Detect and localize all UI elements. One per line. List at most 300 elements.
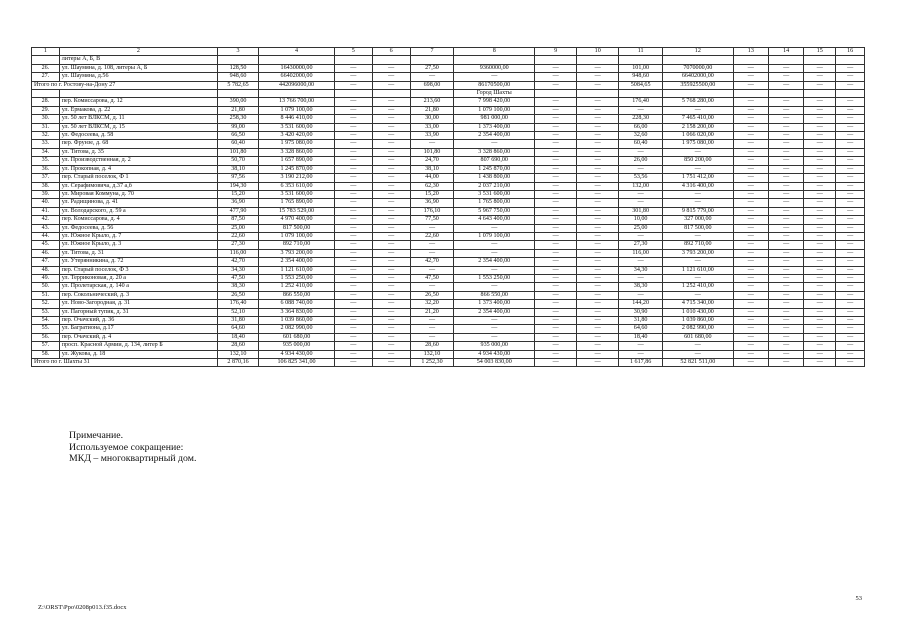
total-value-cell: 355925500,00 — [663, 81, 734, 89]
value-cell: — — [535, 325, 577, 333]
value-cell — [334, 90, 372, 98]
value-cell: 42,70 — [410, 258, 454, 266]
value-cell: — — [372, 232, 410, 240]
address-cell: ул. Ермакова, д. 22 — [59, 106, 217, 114]
value-cell: — — [836, 224, 865, 232]
value-cell: 50,70 — [217, 157, 258, 165]
value-cell: — — [535, 333, 577, 341]
value-cell: 30,00 — [410, 115, 454, 123]
value-cell: — — [733, 308, 768, 316]
address-cell: ул. Производственная, д. 2 — [59, 157, 217, 165]
value-cell: — — [577, 174, 619, 182]
value-cell: — — [663, 165, 734, 173]
total-label: Итого по г. Шахты 31 — [32, 359, 218, 367]
value-cell: 10,00 — [619, 216, 663, 224]
table-row — [32, 115, 865, 123]
table-row — [32, 249, 865, 257]
address-cell: ул. Прокопная, д. 4 — [59, 165, 217, 173]
value-cell: — — [733, 115, 768, 123]
value-cell: — — [769, 140, 804, 148]
value-cell — [836, 56, 865, 64]
value-cell: — — [372, 350, 410, 358]
table-row — [32, 300, 865, 308]
value-cell: — — [769, 266, 804, 274]
value-cell: — — [372, 266, 410, 274]
address-cell: ул. Пролетарская, д. 140 а — [59, 283, 217, 291]
value-cell: — — [769, 325, 804, 333]
value-cell: — — [769, 98, 804, 106]
value-cell: — — [769, 123, 804, 131]
value-cell: — — [454, 325, 535, 333]
value-cell: — — [836, 274, 865, 282]
value-cell: — — [577, 258, 619, 266]
value-cell: 176,40 — [619, 98, 663, 106]
value-cell: 66402000,00 — [663, 73, 734, 81]
value-cell: — — [769, 232, 804, 240]
value-cell: 1 553 250,00 — [454, 274, 535, 282]
value-cell: 817 500,00 — [259, 224, 335, 232]
value-cell: 47,50 — [410, 274, 454, 282]
value-cell — [217, 90, 258, 98]
value-cell: — — [577, 64, 619, 72]
value-cell: — — [804, 266, 836, 274]
value-cell: — — [334, 190, 372, 198]
value-cell: — — [577, 224, 619, 232]
value-cell: — — [535, 317, 577, 325]
value-cell: — — [836, 333, 865, 341]
total-value-cell: — — [535, 359, 577, 367]
value-cell: 2 354 400,00 — [259, 258, 335, 266]
value-cell: — — [372, 317, 410, 325]
value-cell — [372, 90, 410, 98]
value-cell: — — [769, 342, 804, 350]
note-block — [69, 430, 196, 465]
row-number-cell: 37. — [32, 174, 60, 182]
value-cell: — — [334, 106, 372, 114]
value-cell: — — [836, 216, 865, 224]
value-cell: — — [334, 232, 372, 240]
value-cell: 34,30 — [619, 266, 663, 274]
value-cell: — — [334, 115, 372, 123]
table-row — [32, 182, 865, 190]
value-cell — [535, 90, 577, 98]
value-cell: — — [733, 342, 768, 350]
value-cell: 21,80 — [410, 106, 454, 114]
table-row — [32, 224, 865, 232]
value-cell — [663, 90, 734, 98]
value-cell: — — [410, 283, 454, 291]
address-cell: ул. Шаумяна, д. 108, литеры А, Б — [59, 64, 217, 72]
value-cell: — — [577, 106, 619, 114]
value-cell — [733, 56, 768, 64]
value-cell: — — [535, 207, 577, 215]
value-cell: — — [577, 216, 619, 224]
value-cell: — — [577, 157, 619, 165]
row-number-cell: 42. — [32, 216, 60, 224]
value-cell: 36,90 — [217, 199, 258, 207]
address-cell: ул. Жукова, д. 18 — [59, 350, 217, 358]
value-cell: 1 765 890,00 — [259, 199, 335, 207]
value-cell: — — [577, 98, 619, 106]
value-cell: — — [804, 106, 836, 114]
value-cell: 25,00 — [619, 224, 663, 232]
table-row — [32, 157, 865, 165]
value-cell: — — [733, 148, 768, 156]
value-cell: — — [334, 199, 372, 207]
value-cell: — — [769, 258, 804, 266]
value-cell: — — [619, 232, 663, 240]
value-cell: — — [836, 258, 865, 266]
value-cell: — — [334, 132, 372, 140]
value-cell: 99,00 — [217, 123, 258, 131]
value-cell: 817 500,00 — [663, 224, 734, 232]
value-cell: 1 066 020,00 — [663, 132, 734, 140]
row-number-cell: 50. — [32, 283, 60, 291]
value-cell: — — [804, 350, 836, 358]
value-cell: — — [577, 300, 619, 308]
value-cell: 3 531 600,00 — [454, 190, 535, 198]
value-cell: — — [372, 182, 410, 190]
value-cell: 1 010 430,00 — [663, 308, 734, 316]
value-cell — [334, 56, 372, 64]
row-number-cell: 35. — [32, 157, 60, 165]
value-cell: 22,60 — [410, 232, 454, 240]
value-cell — [410, 56, 454, 64]
value-cell: — — [804, 258, 836, 266]
row-number-cell: 27. — [32, 73, 60, 81]
value-cell: 9 815 779,00 — [663, 207, 734, 215]
value-cell: — — [577, 148, 619, 156]
value-cell: 1 079 100,00 — [454, 232, 535, 240]
value-cell: 38,30 — [217, 283, 258, 291]
value-cell: — — [769, 199, 804, 207]
value-cell: — — [804, 342, 836, 350]
value-cell: — — [769, 132, 804, 140]
value-cell: — — [372, 325, 410, 333]
value-cell: — — [733, 249, 768, 257]
value-cell: 87,50 — [217, 216, 258, 224]
value-cell: — — [836, 300, 865, 308]
value-cell: 2 082 990,00 — [663, 325, 734, 333]
value-cell: — — [334, 333, 372, 341]
value-cell: 2 354 400,00 — [454, 132, 535, 140]
table-row — [32, 123, 865, 131]
table-row — [32, 317, 865, 325]
value-cell: — — [535, 165, 577, 173]
value-cell: — — [372, 300, 410, 308]
row-number-cell: 26. — [32, 64, 60, 72]
value-cell: 101,80 — [217, 148, 258, 156]
total-label: Итого по г. Ростову-на-Дону 27 — [32, 81, 218, 89]
value-cell: — — [535, 258, 577, 266]
value-cell: 601 680,00 — [259, 333, 335, 341]
value-cell: — — [454, 317, 535, 325]
address-cell: ул. Титова, д. 31 — [59, 249, 217, 257]
value-cell: 866 550,00 — [259, 291, 335, 299]
value-cell: 15,20 — [410, 190, 454, 198]
value-cell: — — [372, 308, 410, 316]
value-cell: 64,60 — [619, 325, 663, 333]
value-cell: — — [769, 350, 804, 358]
value-cell: — — [804, 148, 836, 156]
value-cell: — — [733, 266, 768, 274]
value-cell: — — [769, 249, 804, 257]
value-cell — [663, 56, 734, 64]
value-cell: — — [836, 165, 865, 173]
value-cell: 4 643 400,00 — [454, 216, 535, 224]
value-cell: — — [334, 174, 372, 182]
value-cell: 101,00 — [619, 64, 663, 72]
value-cell: — — [733, 64, 768, 72]
value-cell: — — [577, 199, 619, 207]
value-cell: 34,30 — [217, 266, 258, 274]
value-cell: 3 531 600,00 — [259, 123, 335, 131]
address-cell: ул. Радищинова, д. 41 — [59, 199, 217, 207]
value-cell: 53,56 — [619, 174, 663, 182]
value-cell: — — [334, 148, 372, 156]
value-cell: — — [663, 199, 734, 207]
value-cell: 1 975 080,00 — [663, 140, 734, 148]
value-cell: — — [535, 308, 577, 316]
row-number-cell: 56. — [32, 333, 60, 341]
value-cell: — — [410, 266, 454, 274]
value-cell: — — [535, 274, 577, 282]
value-cell: — — [836, 291, 865, 299]
value-cell: 2 354 400,00 — [454, 308, 535, 316]
table-row — [32, 174, 865, 182]
value-cell: 228,30 — [619, 115, 663, 123]
value-cell: — — [733, 224, 768, 232]
value-cell: — — [769, 157, 804, 165]
value-cell: 1 373 400,00 — [454, 123, 535, 131]
value-cell: — — [372, 157, 410, 165]
value-cell: — — [769, 115, 804, 123]
value-cell: — — [733, 157, 768, 165]
value-cell: Город Шахты — [454, 90, 535, 98]
table-row — [32, 308, 865, 316]
value-cell: — — [372, 73, 410, 81]
value-cell: — — [769, 165, 804, 173]
row-number-cell — [32, 56, 60, 64]
value-cell: 36,90 — [410, 199, 454, 207]
value-cell: — — [334, 283, 372, 291]
value-cell: — — [372, 165, 410, 173]
value-cell: — — [535, 73, 577, 81]
value-cell: — — [804, 283, 836, 291]
value-cell: — — [804, 98, 836, 106]
value-cell: 77,50 — [410, 216, 454, 224]
column-number-cell: 1 — [32, 48, 60, 56]
value-cell: — — [372, 199, 410, 207]
value-cell: 22,60 — [217, 232, 258, 240]
value-cell: 33,90 — [410, 132, 454, 140]
value-cell: 327 000,00 — [663, 216, 734, 224]
value-cell: — — [334, 241, 372, 249]
value-cell: — — [804, 115, 836, 123]
value-cell: 38,10 — [217, 165, 258, 173]
value-cell: 213,60 — [410, 98, 454, 106]
value-cell: 25,00 — [217, 224, 258, 232]
value-cell: — — [733, 258, 768, 266]
value-cell: — — [535, 174, 577, 182]
value-cell: — — [769, 207, 804, 215]
row-number-cell: 39. — [32, 190, 60, 198]
table-row — [32, 165, 865, 173]
address-cell: ул. Титова, д. 35 — [59, 148, 217, 156]
table-row — [32, 140, 865, 148]
table-row — [32, 283, 865, 291]
value-cell: — — [535, 157, 577, 165]
value-cell: — — [733, 274, 768, 282]
row-number-cell: 51. — [32, 291, 60, 299]
value-cell: — — [804, 308, 836, 316]
value-cell: 4 970 400,00 — [259, 216, 335, 224]
column-number-cell: 15 — [804, 48, 836, 56]
value-cell: — — [577, 274, 619, 282]
value-cell: — — [577, 115, 619, 123]
value-cell: 176,40 — [217, 300, 258, 308]
value-cell: — — [836, 249, 865, 257]
value-cell: 601 680,00 — [663, 333, 734, 341]
value-cell: 301,80 — [619, 207, 663, 215]
value-cell — [804, 56, 836, 64]
value-cell: 3 328 860,00 — [259, 148, 335, 156]
value-cell: 38,10 — [410, 165, 454, 173]
value-cell — [372, 56, 410, 64]
value-cell: — — [334, 224, 372, 232]
housing-table — [31, 47, 865, 367]
value-cell: 21,80 — [217, 106, 258, 114]
table-row — [32, 56, 865, 64]
note-abbrev-heading: Используемое сокращение: — [69, 441, 184, 453]
total-value-cell: — — [733, 359, 768, 367]
value-cell: — — [334, 157, 372, 165]
value-cell: — — [733, 317, 768, 325]
row-number-cell: 47. — [32, 258, 60, 266]
row-number-cell: 36. — [32, 165, 60, 173]
value-cell: — — [454, 283, 535, 291]
value-cell: 1 121 610,00 — [259, 266, 335, 274]
value-cell: — — [577, 140, 619, 148]
value-cell: 24,70 — [410, 157, 454, 165]
value-cell: 3 420 420,00 — [259, 132, 335, 140]
value-cell: — — [372, 190, 410, 198]
address-cell: пер. Очачский, д. 36 — [59, 317, 217, 325]
value-cell: — — [535, 199, 577, 207]
value-cell: 390,00 — [217, 98, 258, 106]
value-cell: 42,70 — [217, 258, 258, 266]
address-cell: ул. Багратиона, д.17 — [59, 325, 217, 333]
value-cell: 935 000,00 — [259, 342, 335, 350]
value-cell: — — [733, 123, 768, 131]
value-cell: — — [334, 342, 372, 350]
value-cell: — — [334, 266, 372, 274]
value-cell: — — [334, 308, 372, 316]
value-cell: — — [535, 241, 577, 249]
column-number-cell: 16 — [836, 48, 865, 56]
value-cell: — — [372, 291, 410, 299]
address-cell: ул. Ново-Загородная, д. 31 — [59, 300, 217, 308]
value-cell: 2 354 400,00 — [454, 258, 535, 266]
value-cell: — — [535, 216, 577, 224]
value-cell: 32,60 — [619, 132, 663, 140]
total-value-cell: — — [836, 81, 865, 89]
value-cell: — — [769, 182, 804, 190]
value-cell: — — [804, 73, 836, 81]
value-cell: 1 121 610,00 — [663, 266, 734, 274]
value-cell: — — [769, 148, 804, 156]
value-cell: — — [804, 325, 836, 333]
table-row — [32, 190, 865, 198]
value-cell: 5 768 280,00 — [663, 98, 734, 106]
value-cell: — — [836, 98, 865, 106]
value-cell: 44,00 — [410, 174, 454, 182]
value-cell: 2 037 210,00 — [454, 182, 535, 190]
value-cell: 31,80 — [619, 317, 663, 325]
value-cell: 132,10 — [410, 350, 454, 358]
value-cell: 1 079 100,00 — [259, 232, 335, 240]
value-cell: — — [663, 232, 734, 240]
value-cell: — — [577, 283, 619, 291]
value-cell: 1 657 890,00 — [259, 157, 335, 165]
value-cell: 18,40 — [619, 333, 663, 341]
value-cell: 892 710,00 — [259, 241, 335, 249]
row-number-cell: 58. — [32, 350, 60, 358]
value-cell: — — [663, 258, 734, 266]
value-cell: 47,50 — [217, 274, 258, 282]
value-cell: — — [372, 333, 410, 341]
value-cell: 1 751 412,00 — [663, 174, 734, 182]
value-cell: — — [663, 106, 734, 114]
value-cell: — — [334, 258, 372, 266]
value-cell: 1 039 860,00 — [663, 317, 734, 325]
total-value-cell: — — [334, 81, 372, 89]
value-cell: — — [535, 283, 577, 291]
value-cell: — — [769, 283, 804, 291]
value-cell — [259, 90, 335, 98]
row-number-cell — [32, 90, 60, 98]
value-cell: — — [334, 123, 372, 131]
value-cell: — — [733, 291, 768, 299]
address-cell: ул. 50 лет ВЛКСМ, д. 11 — [59, 115, 217, 123]
row-number-cell: 49. — [32, 274, 60, 282]
value-cell: — — [372, 258, 410, 266]
table-row — [32, 232, 865, 240]
row-number-cell: 28. — [32, 98, 60, 106]
total-row — [32, 81, 865, 89]
value-cell: — — [733, 216, 768, 224]
value-cell: — — [804, 207, 836, 215]
value-cell: 132,00 — [619, 182, 663, 190]
value-cell: 38,30 — [619, 283, 663, 291]
value-cell: — — [454, 249, 535, 257]
value-cell: 144,20 — [619, 300, 663, 308]
value-cell: — — [836, 174, 865, 182]
total-value-cell: 54 003 830,00 — [454, 359, 535, 367]
value-cell: — — [733, 73, 768, 81]
column-number-cell: 4 — [259, 48, 335, 56]
value-cell: — — [535, 266, 577, 274]
total-value-cell: — — [372, 81, 410, 89]
value-cell: — — [535, 249, 577, 257]
row-number-cell: 40. — [32, 199, 60, 207]
value-cell: 27,50 — [410, 64, 454, 72]
row-number-cell: 41. — [32, 207, 60, 215]
value-cell: — — [410, 325, 454, 333]
value-cell: — — [836, 207, 865, 215]
value-cell: — — [577, 132, 619, 140]
value-cell: — — [577, 308, 619, 316]
